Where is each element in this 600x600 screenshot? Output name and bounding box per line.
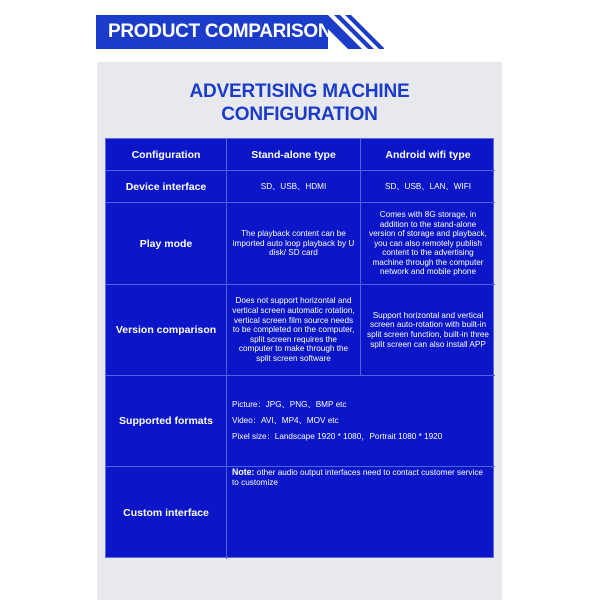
banner-stripes-decoration — [314, 15, 384, 49]
format-picture: Picture：JPG、PNG、BMP etc — [232, 400, 347, 409]
heading-line-1: ADVERTISING MACHINE — [189, 81, 410, 102]
note-text: other audio output interfaces need to contact customer service to customize — [232, 468, 483, 487]
cell-android-device-interface: SD、USB、LAN、WIFI — [361, 171, 495, 203]
row-label-device-interface: Device interface — [106, 171, 227, 203]
cell-supported-formats — [227, 376, 495, 467]
row-label-supported-formats: Supported formats — [106, 376, 227, 467]
banner-title: PRODUCT COMPARISON — [108, 21, 332, 42]
comparison-panel — [97, 62, 502, 600]
cell-android-version-comparison: Support horizontal and vertical screen auto-rotation with built-in split screen function, built-in three split screen can also install APP — [361, 285, 495, 376]
note-label: Note: — [232, 467, 255, 477]
heading-line-2: CONFIGURATION — [221, 104, 378, 125]
row-label-play-mode: Play mode — [106, 203, 227, 285]
header-configuration: Configuration — [106, 139, 227, 171]
comparison-table — [105, 138, 494, 558]
header-standalone: Stand-alone type — [227, 139, 361, 171]
row-label-custom-interface: Custom interface — [106, 467, 227, 559]
format-pixel-size: Pixel size：Landscape 1920 * 1080，Portrait 1080 * 1920 — [232, 432, 443, 441]
cell-standalone-play-mode: The playback content can be imported auto loop playback by U disk/ SD card — [227, 203, 361, 285]
cell-standalone-version-comparison: Does not support horizontal and vertical screen automatic rotation, vertical screen film source needs to be completed on the computer, split screen requires the computer to make through the split screen software — [227, 285, 361, 376]
cell-android-play-mode: Comes with 8G storage, in addition to the stand-alone version of storage and playback, you can also remotely publish content to the advertising machine through the computer network and mobile phone — [361, 203, 495, 285]
page-heading — [97, 80, 502, 126]
custom-note — [232, 467, 490, 488]
cell-custom-interface — [227, 467, 495, 559]
format-video: Video：AVI、MP4、MOV etc — [232, 416, 339, 425]
section-banner — [96, 15, 384, 49]
header-android: Android wifi type — [361, 139, 495, 171]
cell-standalone-device-interface: SD、USB、HDMI — [227, 171, 361, 203]
row-label-version-comparison: Version comparison — [106, 285, 227, 376]
